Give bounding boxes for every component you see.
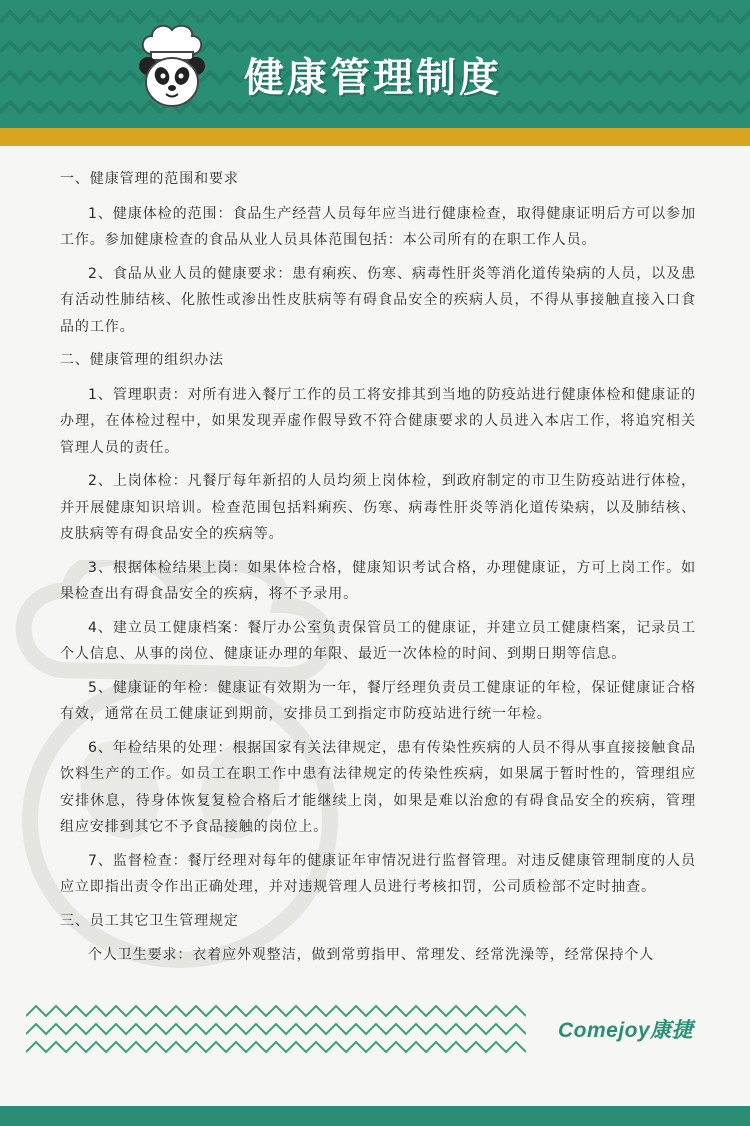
paragraph: 5、健康证的年检：健康证有效期为一年，餐厅经理负责员工健康证的年检，保证健康证合格有效，通常在员工健康证到期前，安排员工到指定市防疫站进行统一年检。 bbox=[60, 679, 696, 722]
panda-chef-icon bbox=[136, 22, 208, 116]
paragraph: 2、上岗体检：凡餐厅每年新招的人员均须上岗体检，到政府制定的市卫生防疫站进行体检，并开展健康知识培训。检查范围包括料痢疾、伤寒、病毒性肝炎等消化道传染病，以及肺结核、皮肤病等有碍食品安全的疾病等。 bbox=[60, 473, 696, 542]
paragraph: 6、年检结果的处理：根据国家有关法律规定，患有传染性疾病的人员不得从事直接接触食品饮料生产的工作。如员工在职工作中患有法律规定的传染性疾病，如果属于暂时性的，管理组应安排休息，待身体恢复复检合格后才能继续上岗，如果是难以治愈的有碍食品安全的疾病，管理组应安排到其它不予食品接触的岗位上。 bbox=[60, 739, 696, 835]
bottom-band bbox=[0, 1106, 750, 1126]
gold-band bbox=[0, 128, 750, 146]
paragraph: 7、监督检查：餐厅经理对每年的健康证年审情况进行监督管理。对违反健康管理制度的人员应立即指出责令作出正确处理，并对违规管理人员进行考核扣罚，公司质检部不定时抽查。 bbox=[60, 852, 696, 895]
section-heading: 三、员工其它卫生管理规定 bbox=[60, 912, 239, 929]
paragraph: 1、管理职责：对所有进入餐厅工作的员工将安排其到当地的防疫站进行健康体检和健康证的办理，在体检过程中，如果发现弄虚作假导致不符合健康要求的人员进入本店工作，将追究相关管理人员的责任。 bbox=[60, 386, 696, 456]
paragraph: 2、食品从业人员的健康要求：患有痢疾、伤寒、病毒性肝炎等消化道传染病的人员，以及患有活动性肺结核、化脓性或渗出性皮肤病等有碍食品安全的疾病人员，不得从事接触直接入口食品的工作。 bbox=[60, 265, 696, 335]
section-heading: 一、健康管理的范围和要求 bbox=[60, 171, 239, 187]
document-body bbox=[60, 166, 696, 976]
paragraph: 3、根据体检结果上岗：如果体检合格，健康知识考试合格，办理健康证，方可上岗工作。如果检查出有碍食品安全的疾病，将不予录用。 bbox=[60, 559, 696, 602]
brand-logo: Comejoy康捷 bbox=[558, 1019, 694, 1042]
zigzag-decoration bbox=[26, 1002, 526, 1062]
paragraph: 个人卫生要求：衣着应外观整洁，做到常剪指甲、常理发、经常洗澡等，经常保持个人 bbox=[88, 947, 655, 963]
header-banner bbox=[0, 0, 750, 128]
section-heading: 二、健康管理的组织办法 bbox=[60, 352, 224, 368]
paragraph: 1、健康体检的范围：食品生产经营人员每年应当进行健康检查，取得健康证明后方可以参加工作。参加健康检查的食品从业人员具体范围包括：本公司所有的在职工作人员。 bbox=[60, 205, 696, 248]
paragraph: 4、建立员工健康档案：餐厅办公室负责保管员工的健康证，并建立员工健康档案，记录员工个人信息、从事的岗位、健康证办理的年限、最近一次体检的时间、到期日期等信息。 bbox=[60, 619, 696, 662]
page-title: 健康管理制度 bbox=[244, 54, 502, 101]
